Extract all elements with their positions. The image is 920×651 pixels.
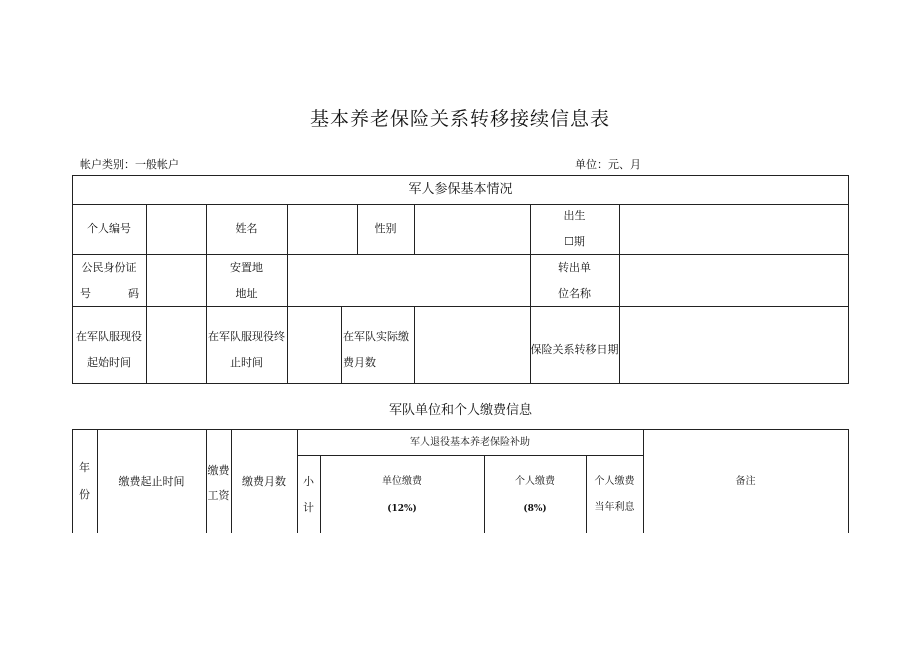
section1-heading: 军人参保基本情况 — [408, 182, 513, 197]
place-label-line2: 地址 — [235, 287, 258, 300]
col-subsidy-group: 军人退役基本养老保险补助 — [410, 437, 530, 448]
place-label-line1: 安置地 — [230, 261, 263, 274]
name-label: 姓名 — [235, 222, 258, 235]
col-personal-pay: 个人缴费 — [515, 476, 555, 487]
col-wage-line1: 缴费 — [207, 464, 230, 477]
gender-label: 性别 — [374, 222, 397, 235]
service-start-label-line1: 在军队服现役 — [76, 330, 142, 343]
contribution-months-label-line2: 费月数 — [343, 356, 376, 369]
section2-heading: 军队单位和个人缴费信息 — [388, 403, 532, 418]
service-start-label-line2: 起始时间 — [87, 356, 131, 369]
transfer-unit-label-line2: 位名称 — [558, 287, 591, 300]
idcard-label-line1: 公民身份证 — [81, 261, 137, 274]
col-interest-line2: 当年利息 — [594, 502, 635, 513]
birth-label-line1: 出生 — [563, 209, 586, 222]
idcard-label-char1: 号 — [80, 287, 91, 300]
col-period: 缴费起止时间 — [118, 475, 185, 488]
col-months: 缴费月数 — [242, 475, 286, 488]
birth-label-line2: ☐期 — [564, 235, 585, 248]
col-interest-line1: 个人缴费 — [594, 476, 635, 487]
col-unit-pay: 单位缴费 — [382, 476, 422, 487]
col-unit-pct: (12%) — [387, 504, 417, 514]
service-end-label-line2: 止时间 — [230, 356, 263, 369]
col-wage-line2: 工资 — [207, 489, 230, 502]
col-subtotal-line1: 小 — [303, 475, 314, 488]
col-year-line2: 份 — [79, 488, 90, 501]
personal-id-label: 个人编号 — [87, 222, 131, 235]
col-remarks: 备注 — [735, 476, 756, 487]
idcard-label-char2: 码 — [128, 287, 139, 300]
page-title: 基本养老保险关系转移接续信息表 — [309, 108, 610, 130]
col-subtotal-line2: 计 — [303, 501, 314, 514]
service-end-label-line1: 在军队服现役终 — [208, 330, 285, 343]
col-personal-pct: (8%) — [523, 504, 547, 514]
transfer-date-label: 保险关系转移日期 — [530, 343, 619, 356]
account-type: 帐户类别：一般帐户 — [80, 158, 179, 171]
unit-label: 单位：元、月 — [575, 158, 641, 171]
contribution-months-label-line1: 在军队实际缴 — [343, 330, 409, 343]
transfer-unit-label-line1: 转出单 — [558, 261, 591, 274]
col-year-line1: 年 — [79, 461, 90, 474]
